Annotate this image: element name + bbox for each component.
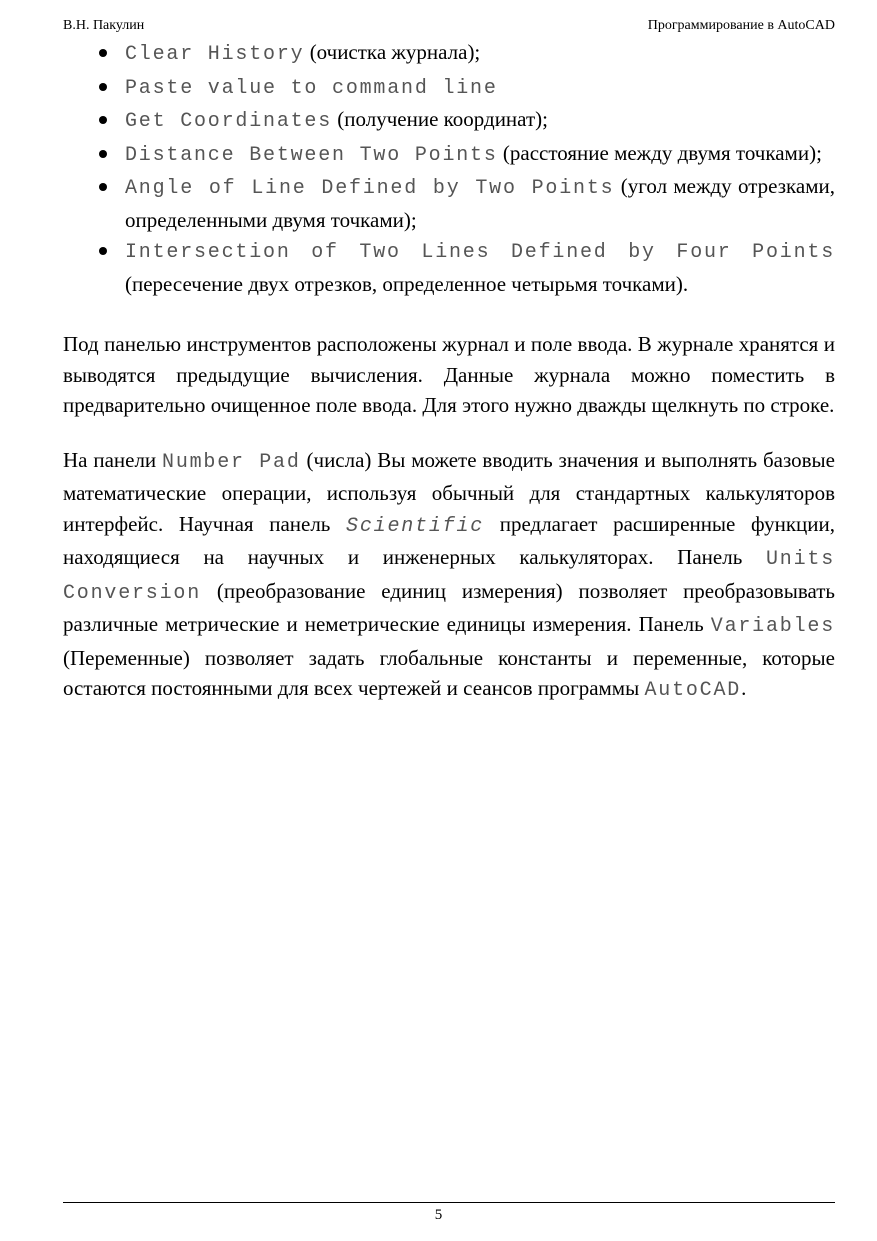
text-run: предлагает расширенные функции, находящиеся на научных и инженерных калькуляторах. Панель xyxy=(63,511,835,569)
code-scientific: Scientific xyxy=(346,514,485,538)
list-item xyxy=(63,235,835,299)
command-name: Get Coordinates xyxy=(125,110,333,133)
code-autocad: AutoCAD xyxy=(644,679,742,702)
command-description: (расстояние между двумя точками); xyxy=(497,140,822,165)
command-description: (пересечение двух отрезков, определенное четырьмя точками). xyxy=(125,271,689,296)
command-name: Angle of Line Defined by Two Points xyxy=(125,177,615,200)
list-item xyxy=(63,37,835,71)
command-description: (получение координат); xyxy=(332,107,548,131)
list-item xyxy=(63,104,835,138)
code-units-conversion: Units Conversion xyxy=(63,548,835,605)
command-description: (очистка журнала); xyxy=(304,40,481,64)
paragraph-history: Под панелью инструментов расположены журнал и поле ввода. В журнале хранятся и выводятся предыдущие вычисления. Данные журнала можно поместить в предварительно очищенное поле ввода. Для этого нужно дважды щелкнуть по строке. xyxy=(63,332,835,417)
page-body xyxy=(63,37,835,707)
code-variables: Variables xyxy=(710,615,835,638)
paragraph-panels xyxy=(63,445,835,707)
text-run: На панели xyxy=(63,447,163,472)
command-name: Clear History xyxy=(125,43,305,66)
text-run: . xyxy=(741,676,747,700)
command-name: Intersection of Two Lines Defined by Four Points xyxy=(125,241,835,264)
text-run: (преобразование единиц измерения) позволяет преобразовывать различные метрические и неметрические единицы измерения. Панель xyxy=(63,578,835,636)
header-title: Программирование в AutoCAD xyxy=(647,18,835,33)
text-run: (Переменные) позволяет задать глобальные константы и переменные, которые остаются постоянными для всех чертежей и сеансов программы xyxy=(63,645,835,700)
command-name: Paste value to command line xyxy=(125,76,498,100)
page-number: 5 xyxy=(434,1207,443,1223)
list-item xyxy=(63,171,835,235)
header-author: В.Н. Пакулин xyxy=(63,18,145,33)
list-item xyxy=(63,138,835,172)
calculator-history-menu-list xyxy=(63,37,835,299)
footer-divider xyxy=(63,1202,835,1203)
code-number-pad: Number Pad xyxy=(162,450,301,474)
list-item xyxy=(63,71,835,105)
text-run: (числа) Вы можете вводить значения и выполнять базовые математические операции, используя обычный для стандартных калькуляторов интерфейс. Научная панель xyxy=(63,447,835,536)
command-name: Distance Between Two Points xyxy=(125,143,498,167)
command-description: (угол между отрезками, определенными двумя точками); xyxy=(125,174,835,232)
